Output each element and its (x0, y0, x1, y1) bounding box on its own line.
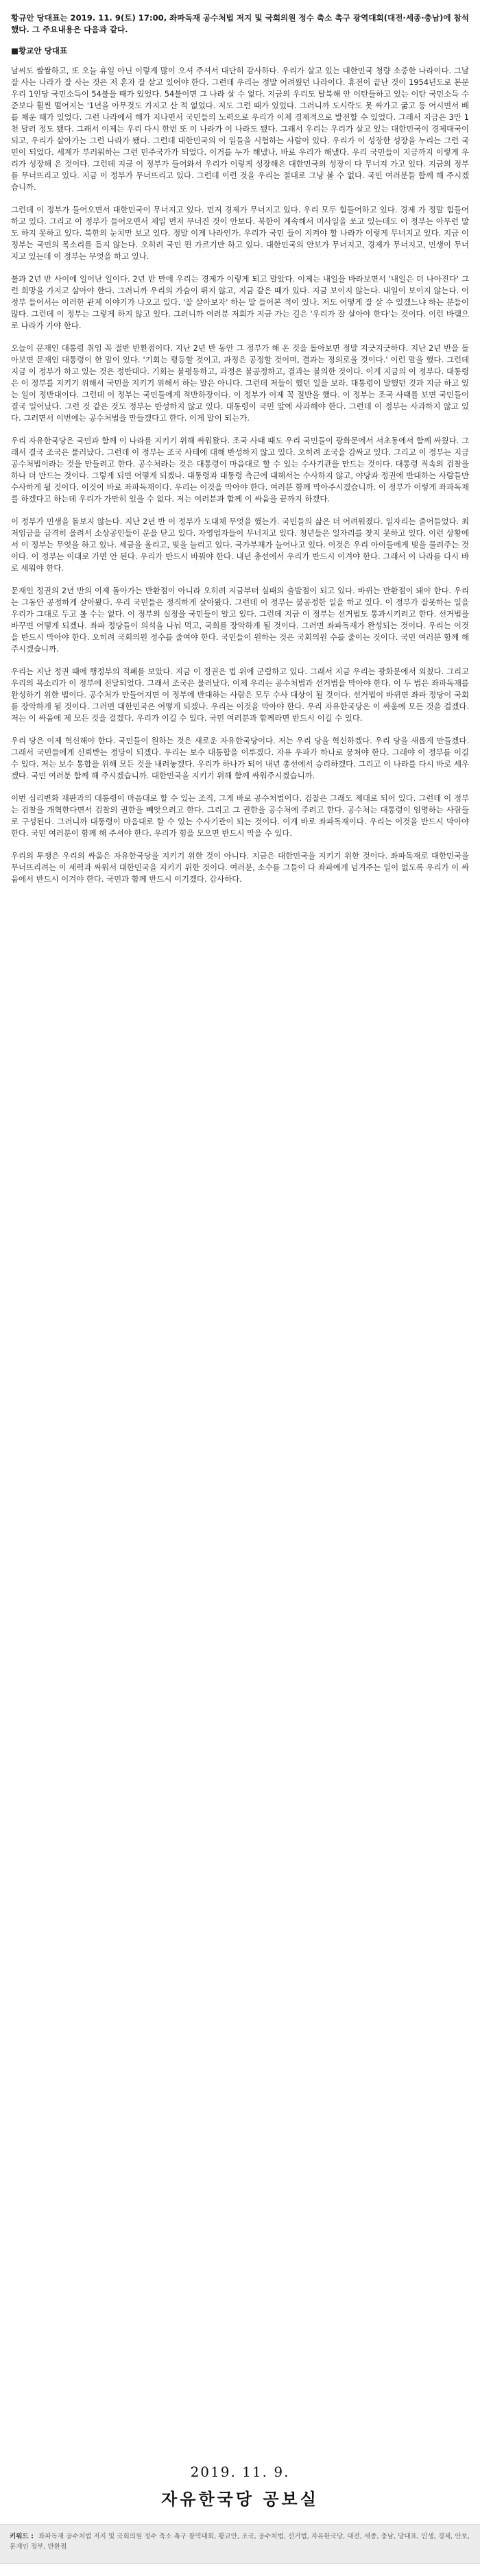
body-paragraph: 우리 당은 이제 혁신해야 한다. 국민들이 원하는 것은 새로운 자유한국당이다. 저는 우리 당을 혁신하겠다. 우리 당을 새롭게 만들겠다. 그래서 국민들에게 신뢰받는 정당이 되겠다. 우리는 보수 대통합을 이루겠다. 자유 우파가 하나로 뭉쳐야 한다. 그래야 이 정부를 이길 수 있다. 저는 보수 통합을 위해 모든 것을 내려놓겠다. 우리가 하나가 되어 내년 총선에서 승리하겠다. 그리고 이 나라를 다시 바로 세우겠다. 국민 여러분 함께 해 주시겠습니까. 대한민국을 지키기 위해 함께 싸워주시겠습니까. (11, 736, 469, 780)
body-paragraph: 이번 심리변화 재판과의 대통령이 마음대로 할 수 있는 조직, 그게 바로 공수처법이다. 검찰은 그래도 제대로 되어 있다. 그런데 이 정부는 검찰을 개혁한다면서 검찰의 권한을 빼앗으려고 한다. 그리고 그 권한을 공수처에 주려고 한다. 공수처는 대통령이 임명하는 사람들로 구성된다. 그러니까 대통령이 마음대로 할 수 있는 수사기관이 되는 것이다. 이게 바로 좌파독재이다. 우리는 이것을 반드시 막아야 한다. 국민 여러분이 함께 해 주셔야 한다. 우리가 힘을 모으면 반드시 막을 수 있다. (11, 793, 469, 838)
keyword-list: 좌파독재 공수처법 저지 및 국회의원 정수 축소 촉구 광역대회, 황교안, 조국, 공수처법, 선거법, 자유한국당, 대전, 세종, 충남, 당대표, 민생, 경제, 안보, 문재인 정부, 반환점 (10, 2533, 470, 2551)
release-date: 2019. 11. 9. (190, 2464, 290, 2480)
body-paragraph: 그런데 이 정부가 들어오면서 대한민국이 무너지고 있다. 먼저 경제가 무너지고 있다. 우리 모두 힘들어하고 있다. 경제 가 정말 힘들어하고 있다. 그리고 이 정부가 들어오면서 제일 먼저 무너진 것이 안보다. 북한이 계속해서 미사일을 쏘고 있는데도 이 정부는 아무런 말도 하지 못하고 있다. 북한의 눈치만 보고 있다. 정말 이게 나라인가. 우리가 국민 들이 지켜야 할 나라가 이렇게 무너지고 있다. 지금 이 정부는 국민의 목소리를 듣지 않는다. 오히려 국민 편 가르기만 하고 있다. 대한민국의 안보가 무너지고, 경제가 무너지고, 민생이 무너지고 있는데 이 정부는 무엇을 하고 있나. (11, 205, 469, 261)
section-heading: ■황교안 당대표 (11, 46, 68, 55)
body-paragraph: 오늘이 문재인 대통령 취임 꼭 절반 반환점이다. 지난 2년 반 동안 그 정부가 해 온 것을 돌아보면 정말 지긋지긋하다. 지난 2년 반을 돌아보면 문재인 대통령이 한 말이 있다. '기회는 평등할 것이고, 과정은 공정할 것이며, 결과는 정의로울 것이다.' 이런 말을 했다. 그런데 지금 이 정부가 하고 있는 것은 정반대다. 기회는 불평등하고, 과정은 불공정하고, 결과는 불의한 것이다. 이게 지금의 이 정부다. 대통령은 이 정부를 지키기 위해서 국민을 지키기 위해서 하는 말은 아니다. 그런데 저들이 했던 일을 보라. 대통령이 말했던 것과 지금 하고 있는 일이 정반대이다. 그런데 이 정부는 국민들에게 적반하장이다. 이 정부가 이제 꼭 절반을 했다. 이 정부는 조국 사태를 보면 국민들이 결국 일어났다. 그런 것 같은 것도 정부는 반성하지 않고 있다. 대통령이 국민 앞에 사과해야 한다. 그런데 이 정부는 사과하지 않고 있다. 그러면서 이번에는 공수처법을 만들겠다고 한다. 이게 말이 되는가. (11, 343, 469, 423)
body-paragraph: 불과 2년 반 사이에 일어난 일이다. 2년 반 만에 우리는 경제가 이렇게 되고 말았다. 이제는 내일을 바라보면서 '내일은 더 나아진다' 그런 희망을 가지고 살아야 한다. 그러니까 우리의 가슴이 뛰지 않고, 지금 같은 때가 있다. 지금 보이지 않는다. 내일이 보이지 않는다. 이 정부 들어서는 이러한 관계 이야기가 나오고 있다. '잘 살아보자' 하는 말 들어본 적이 있나. 저도 어떻게 잘 살 수 있겠느냐 하는 분들이 많다. 그런데 이 정부는 그렇게 하지 않고 있다. 그러니까 여러분 저희가 지금 가는 길은 '우리가 잘 살아야 한다'는 것이다. 이런 바램으로 나라가 가야 한다. (11, 274, 469, 330)
keyword-label: 키워드 : (10, 2533, 34, 2540)
body-paragraph: 문재인 정권의 2년 반의 이제 돌아가는 반환점이 아니라 오히려 지금부터 실패의 출발점이 되고 있다. 바뀌는 반환점이 돼야 한다. 우리는 그동안 공정하게 살아왔다. 우리 국민들은 정직하게 살아왔다. 그런데 이 정부는 불공정한 일을 하고 있다. 이 정부가 잘못하는 일을 우리가 그대로 두고 볼 수는 없다. 이 정부의 실정을 국민들이 알고 있다. 그런데 지금 이 정부는 선거법도 통과시키려고 한다. 선거법을 바꾸면 어떻게 되겠나. 좌파 정당들이 의석을 나눠 먹고, 국회를 장악하게 될 것이다. 그러면 좌파독재가 완성되는 것이다. 우리는 이것을 반드시 막아야 한다. 오히려 국회의원 정수를 줄여야 한다. 국민들이 원하는 것은 국회의원 수를 줄이는 것이다. 국민 여러분 함께 해 주시겠습니까. (11, 586, 469, 654)
body-paragraph: 이 정부가 민생을 돌보지 않는다. 지난 2년 반 이 정부가 도대체 무엇을 했는가. 국민들의 삶은 더 어려워졌다. 일자리는 줄어들었다. 최저임금을 급격히 올려서 소상공인들이 문을 닫고 있다. 자영업자들이 무너지고 있다. 청년들은 일자리를 찾지 못하고 있다. 이런 상황에서 이 정부는 무엇을 하고 있나. 세금을 올리고, 빚을 늘리고 있다. 국가부채가 늘어나고 있다. 이것은 우리 아이들에게 빚을 물려주는 것이다. 이 정부는 이대로 가면 안 된다. 우리가 반드시 바꿔야 한다. 내년 총선에서 우리가 반드시 이겨야 한다. 그래서 이 나라를 다시 바로 세워야 한다. (11, 517, 469, 573)
speech-body (11, 65, 469, 885)
keyword-box (0, 2524, 480, 2564)
intro-paragraph: 황규안 당대표는 2019. 11. 9(토) 17:00, 좌파독재 공수처법 저지 및 국회의원 정수 축소 촉구 광역대회(대전·세종·충남)에 참석했다. 그 주요내용은 다음과 같다. (11, 13, 469, 34)
body-paragraph: 우리는 지난 정권 때에 행정부의 적폐를 보았다. 지금 이 정권은 법 위에 군림하고 있다. 그래서 지금 우리는 광화문에서 외쳤다. 그리고 우리의 목소리가 이 정부에 전달되었다. 그래서 조국은 물러났다. 이제 우리는 공수처법과 선거법을 막아야 한다. 이 두 법은 좌파독재를 완성하기 위한 법이다. 공수처가 만들어지면 이 정부에 반대하는 사람은 모두 수사 대상이 될 것이다. 선거법이 바뀌면 좌파 정당이 국회를 장악하게 될 것이다. 그러면 대한민국은 어떻게 되겠나. 우리는 이것을 막아야 한다. 우리 자유한국당은 이 싸움에 모든 것을 걸겠다. 저는 이 싸움에 제 모든 것을 걸겠다. 우리가 이길 수 있다. 국민 여러분과 함께라면 반드시 이길 수 있다. (11, 667, 469, 723)
body-paragraph: 우리의 투쟁은 우리의 싸움은 자유한국당을 지키기 위한 것이 아니다. 지금은 대한민국을 지키기 위한 것이다. 좌파독재로 대한민국을 무너뜨리려는 이 세력과 싸워서 대한민국을 지키기 위한 것이다. 여러분, 소수를 그들이 다 좌파에게 넘겨주는 일이 없도록 우리가 이 싸움에서 반드시 이겨야 한다. 국민과 함께 반드시 이기겠다. 감사하다. (11, 851, 469, 884)
issuing-office: 자유한국당 공보실 (161, 2490, 319, 2509)
body-paragraph: 날씨도 쌀쌀하고, 또 오늘 휴일 아닌 이렇게 많이 오셔 주셔서 대단히 감사하다. 우리가 살고 있는 대한민국 청량 소중한 나라이다. 그날 잘 사는 나라가 잘 사는 것은 저 혼자 잘 살고 있어야 한다. 그런데 우리는 정말 어려웠던 나라이다. 휴전이 끝난 것이 1954년도로 본문 우리 1인당 국민소득이 54불을 때가 있었다. 54불이면 그 나라 살 수 없다. 지금의 우리도 탈북해 안 이탄들하고 있는 이탄 국민소득 수준보다 훨씬 떨어지는 '1년을 아무것도 가지고 산 적 없었다. 저도 그런 때가 있었다. 그러니까 도시락도 못 싸가고 굶고 등 어시면서 배를 채운 때가 있었다. 그런 나라에서 해가 지나면서 국민들의 노력으로 우리가 이제 경제적으로 발전할 수 있었다. 그래서 지금은 3만 1천 달러 정도 됐다. 그래서 이제는 우리 다시 한번 또 이 나라가 이 나라도 됐다. 그래서 우리는 우리가 살고 있는 대한민국이 경제대국이 되고, 우리가 살아가는 그런 나라가 됐다. 그런데 대한민국의 이 일들을 시험하는 사람이 있다. 우리가 이 성장한 성장을 누리는 그런 국민이 되었다. 세계가 부러워하는 그런 민주국가가 되었다. 이거를 누가 해냈나. 바로 우리가 해냈다. 우리 국민들이 지금까지 이렇게 우리가 성장해 온 것이다. 그런데 지금 이 정부가 들어와서 우리가 이렇게 성장해온 대한민국의 성장이 다 무너져 가고 있다. 지금의 정부를 무너뜨리고 있다. 지금 이 정부가 무너뜨리고 있다. 그런데 이런 것을 우리는 절대로 그냥 볼 수 없다. 국민 여러분들 함께 해 주시겠습니까. (11, 66, 469, 192)
body-paragraph: 우리 자유한국당은 국민과 함께 이 나라를 지키기 위해 싸워왔다. 조국 사태 때도 우리 국민들이 광화문에서 서초동에서 함께 싸웠다. 그래서 결국 조국은 물러났다. 그런데 이 정부는 조국 사태에 대해 반성하지 않고 있다. 오히려 조국을 감싸고 있다. 그리고 이 정부는 지금 공수처법이라는 것을 만들려고 한다. 공수처라는 것은 대통령이 마음대로 할 수 있는 수사기관을 만드는 것이다. 대통령 직속의 검찰을 하나 더 만드는 것이다. 그렇게 되면 어떻게 되겠나. 대통령과 대통령 측근에 대해서는 수사하지 않고, 야당과 정권에 반대하는 사람들만 수사하게 될 것이다. 이것이 바로 좌파독재이다. 우리는 이것을 막아야 한다. 여러분 함께 막아주시겠습니까. 이 정부가 이렇게 좌파독재를 하겠다고 하는데 우리가 가만히 있을 수 없다. 저는 여러분과 함께 이 싸움을 끝까지 하겠다. (11, 436, 469, 504)
